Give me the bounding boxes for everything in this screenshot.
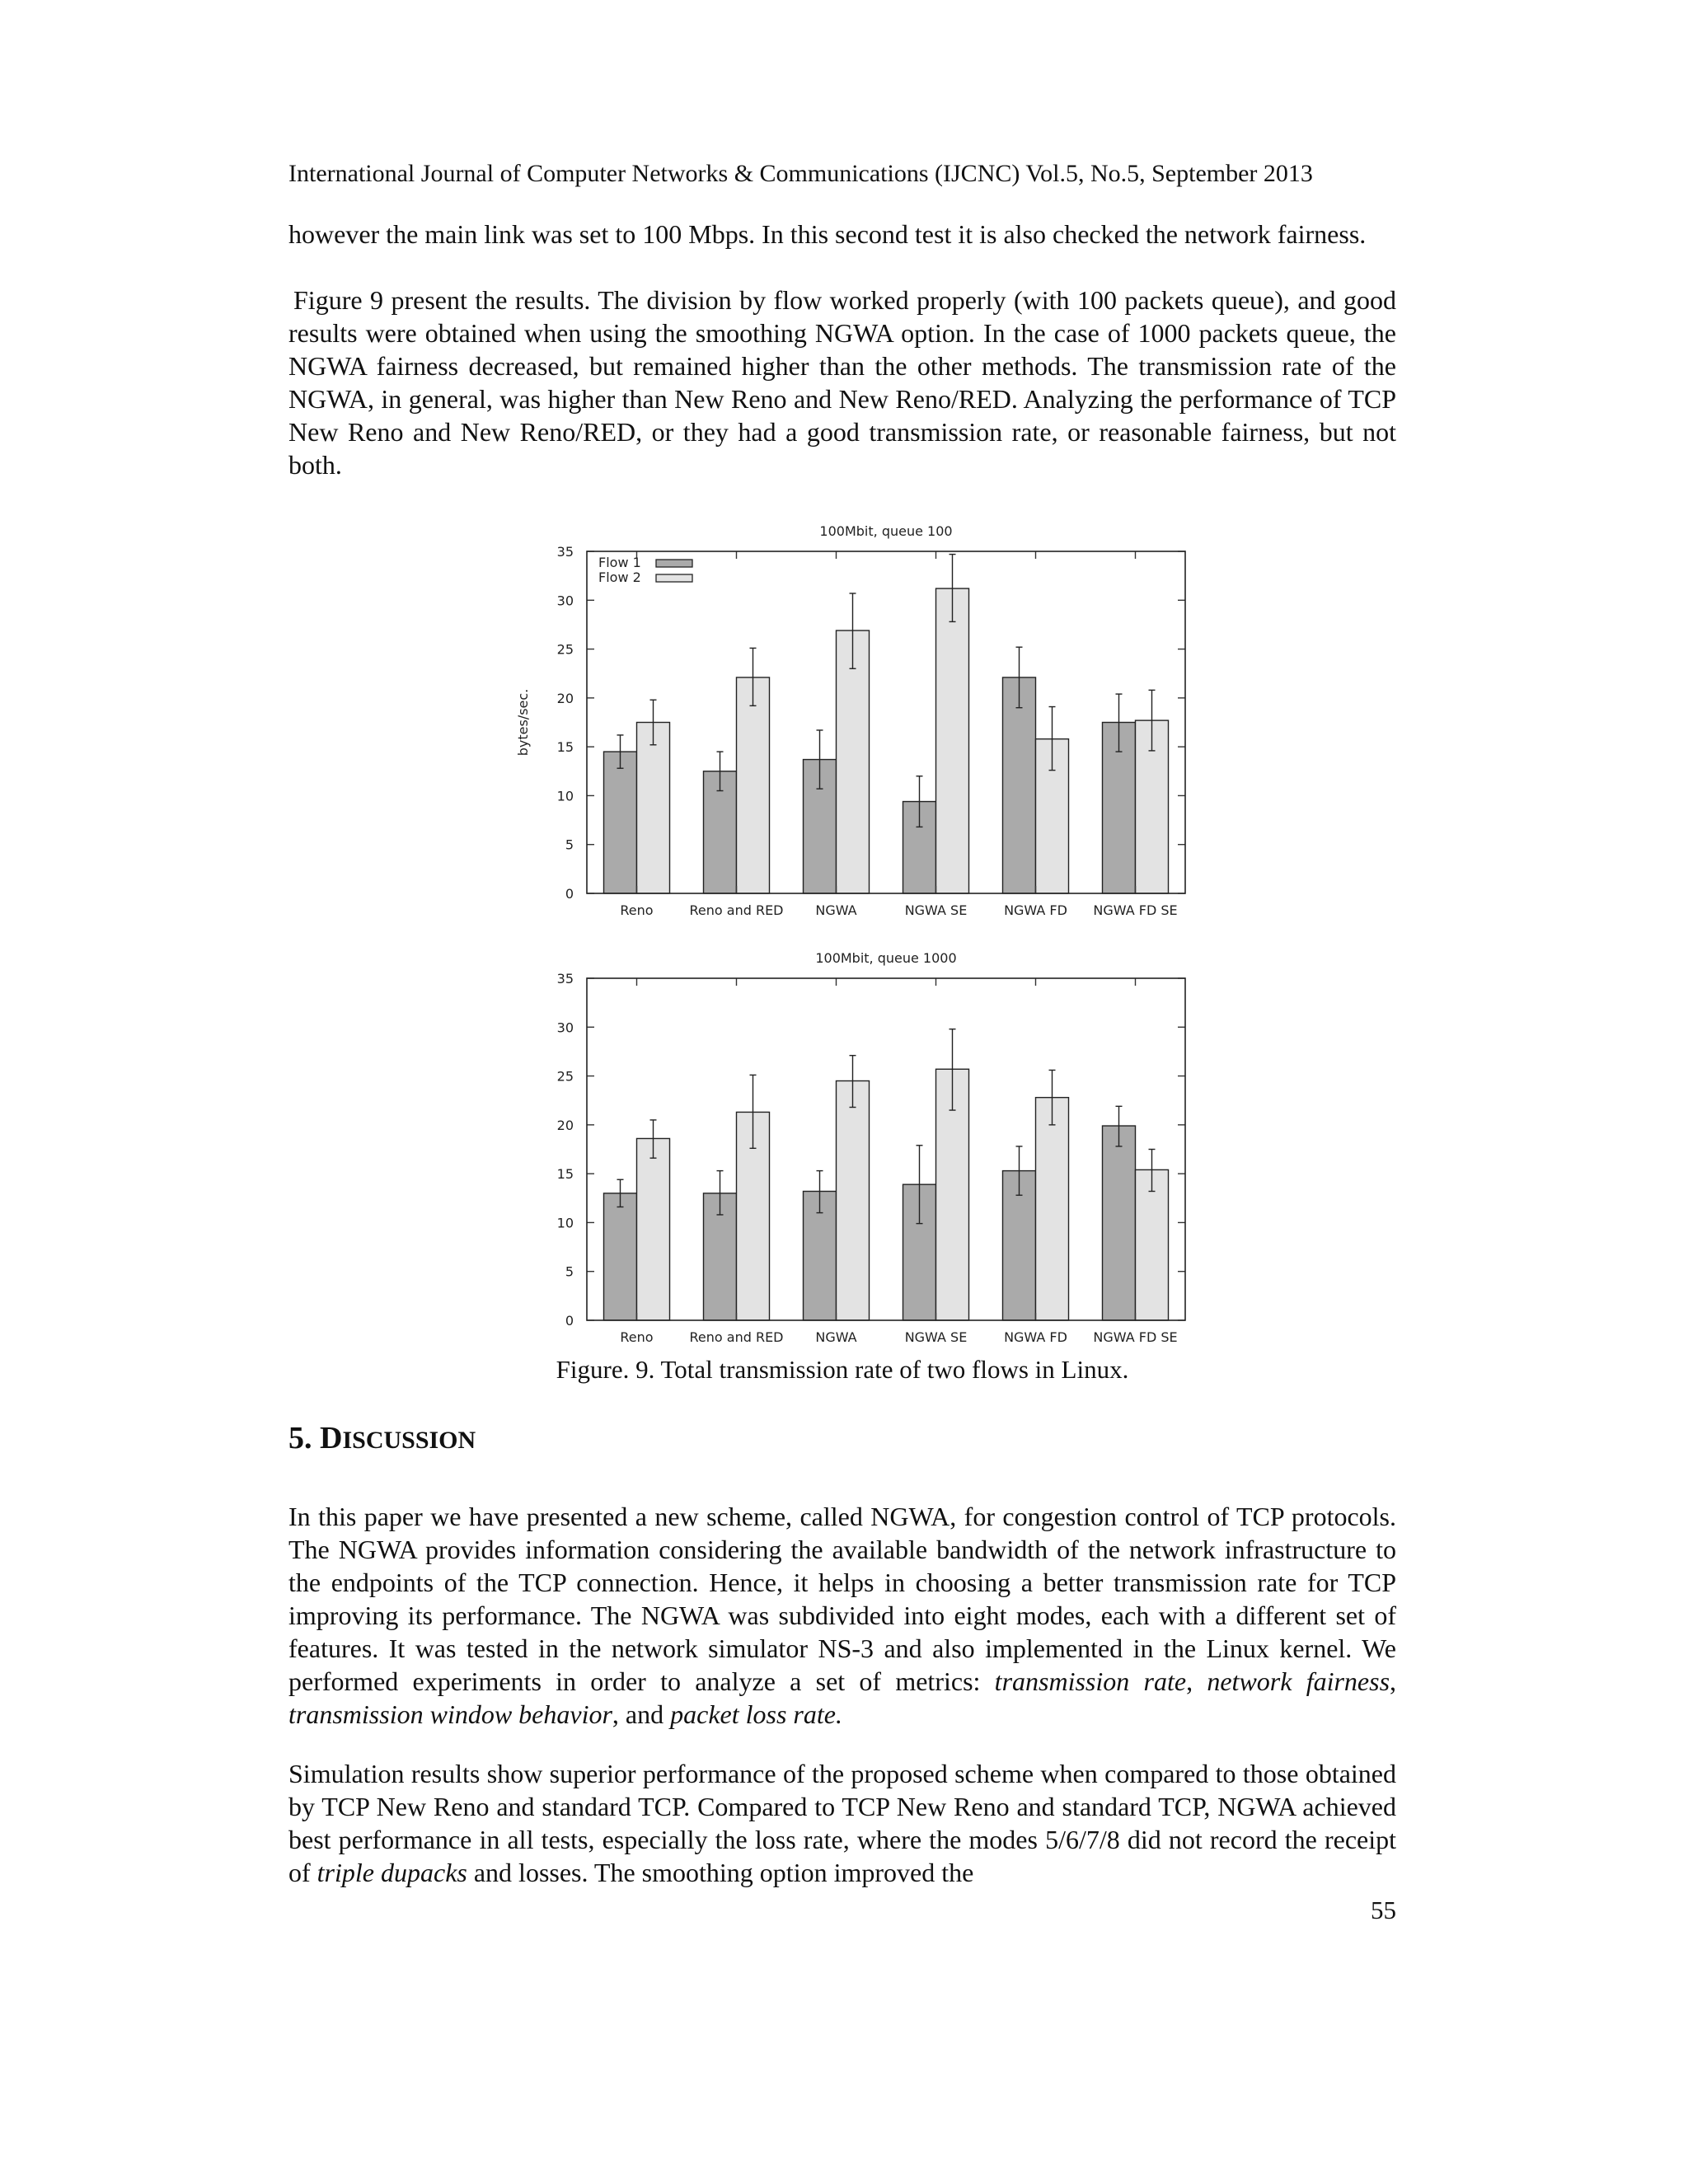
page-number: 55 (1371, 1896, 1396, 1924)
bar-flow-2 (1136, 1169, 1169, 1320)
x-category-label: Reno (620, 902, 654, 918)
figure-caption: Figure. 9. Total transmission rate of two flows in Linux. (556, 1355, 1129, 1384)
y-tick-label: 10 (556, 1215, 574, 1231)
x-category-label: Reno (620, 1329, 654, 1345)
heading-number: 5. D (288, 1421, 343, 1455)
x-category-label: NGWA FD SE (1093, 902, 1178, 918)
paragraph-text-main: In this paper we have presented a new scheme, called NGWA, for congestion control of TCP protocols. The NGWA provides information considering the available bandwidth of the network infrastructure to the endpoints of the TCP connection. Hence, it helps in choosing a better transmission rate for TCP improving its performance. The NGWA was subdivided into eight modes, each with a different set of features. It was tested in the network simulator NS-3 and also implemented in the Linux kernel. We performed experiments in order to analyze a set of metrics: (288, 1502, 1396, 1696)
chart-svg (511, 506, 1187, 935)
x-category-label: NGWA SE (904, 1329, 968, 1345)
bar-flow-2 (737, 677, 770, 893)
x-category-label: NGWA FD SE (1093, 1329, 1178, 1345)
legend-swatch (656, 560, 692, 567)
metric-network-fairness: network fairness (1207, 1666, 1390, 1696)
plot-frame (587, 978, 1185, 1320)
separator: , (1390, 1666, 1397, 1696)
separator: , (1186, 1666, 1207, 1696)
plot-frame (587, 551, 1185, 893)
y-tick-label: 30 (556, 593, 574, 609)
paragraph-text (288, 1500, 1396, 1731)
chart-title: 100Mbit, queue 100 (819, 523, 953, 539)
y-tick-label: 20 (556, 1117, 574, 1133)
discussion-paragraph-1 (288, 1500, 1396, 1731)
y-tick-label: 15 (556, 739, 574, 756)
bar-flow-2 (1036, 1098, 1069, 1320)
x-category-label: NGWA SE (904, 902, 968, 918)
y-tick-label: 35 (556, 971, 574, 987)
x-category-label: Reno and RED (689, 902, 784, 918)
y-tick-label: 5 (565, 1263, 574, 1280)
bar-chart-queue-1000 (511, 933, 1187, 1361)
bar-chart-queue-100 (511, 506, 1187, 935)
legend-swatch (656, 574, 692, 582)
x-category-label: NGWA (815, 902, 857, 918)
term-triple-dupacks: triple dupacks (316, 1858, 467, 1887)
metric-packet-loss-rate: packet loss rate. (670, 1699, 842, 1729)
bar-flow-1 (604, 1193, 637, 1320)
section-heading-discussion (288, 1419, 476, 1460)
bar-flow-1 (1103, 1126, 1136, 1320)
y-tick-label: 0 (565, 1313, 574, 1329)
y-tick-label: 10 (556, 788, 574, 804)
chart-svg (511, 933, 1187, 1361)
paragraph-text: however the main link was set to 100 Mbps. In this second test it is also checked the network fairness. (288, 219, 1367, 249)
body-paragraph-2 (288, 284, 1396, 481)
paragraph-text-tail: and losses. The smoothing option improved the (467, 1858, 974, 1887)
bar-flow-1 (1003, 677, 1036, 893)
x-category-label: NGWA (815, 1329, 857, 1345)
y-axis-label: bytes/sec. (515, 688, 531, 757)
body-paragraph-1 (288, 218, 1396, 251)
y-tick-label: 30 (556, 1019, 574, 1036)
legend-label: Flow 1 (598, 555, 641, 570)
y-tick-label: 25 (556, 1068, 574, 1085)
x-category-label: NGWA FD (1004, 1329, 1067, 1345)
separator: , and (612, 1699, 671, 1729)
bar-flow-2 (837, 1081, 870, 1321)
bar-flow-1 (604, 752, 637, 893)
x-category-label: NGWA FD (1004, 902, 1067, 918)
bar-flow-2 (637, 1138, 670, 1320)
y-tick-label: 20 (556, 690, 574, 706)
x-category-label: Reno and RED (689, 1329, 784, 1345)
journal-header: International Journal of Computer Networks & Communications (IJCNC) Vol.5, No.5, September 2013 (288, 160, 1313, 187)
paragraph-text-main: Simulation results show superior performance of the proposed scheme when compared to those obtained by TCP New Reno and standard TCP. Compared to TCP New Reno and standard TCP, NGWA achieved best performance in all tests, especially the loss rate, where the modes 5/6/7/8 did not record the receipt of (288, 1759, 1396, 1887)
y-tick-label: 5 (565, 837, 574, 853)
y-tick-label: 35 (556, 544, 574, 560)
paragraph-text: Figure 9 present the results. The division by flow worked properly (with 100 packets queue), and good results were obtained when using the smoothing NGWA option. In the case of 1000 packets queue, the NGWA fairness decreased, but remained higher than the other methods. The transmission rate of the NGWA, in general, was higher than New Reno and New Reno/RED. Analyzing the performance of TCP New Reno and New Reno/RED, or they had a good transmission rate, or reasonable fairness, but not both. (288, 285, 1396, 480)
chart-title: 100Mbit, queue 1000 (815, 950, 957, 966)
bar-flow-2 (637, 723, 670, 894)
legend-label: Flow 2 (598, 569, 641, 585)
paragraph-text (288, 1757, 1396, 1889)
heading-smallcaps: ISCUSSION (342, 1427, 476, 1454)
y-tick-label: 25 (556, 641, 574, 658)
y-tick-label: 15 (556, 1166, 574, 1183)
y-tick-label: 0 (565, 886, 574, 902)
metric-transmission-rate: transmission rate (994, 1666, 1187, 1696)
metric-window-behavior: transmission window behavior (288, 1699, 612, 1729)
bar-flow-2 (936, 588, 969, 893)
bar-flow-2 (837, 630, 870, 893)
discussion-paragraph-2 (288, 1757, 1396, 1889)
